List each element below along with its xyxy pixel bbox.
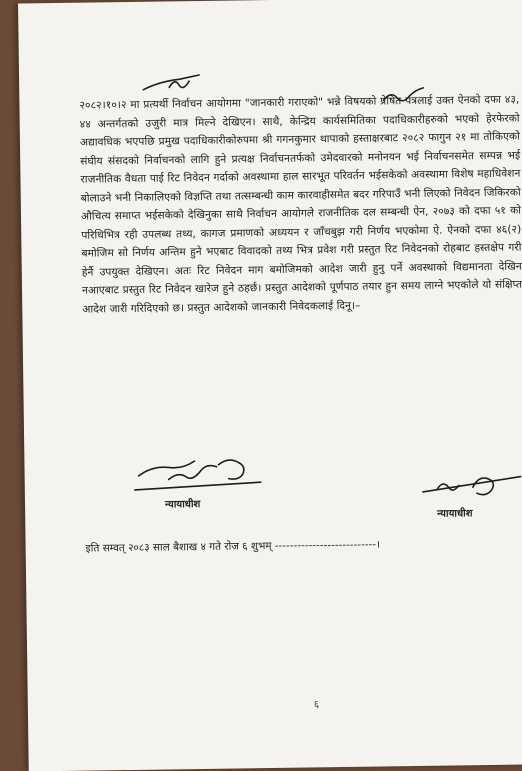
- judge-label-right: न्यायाधीश: [437, 508, 473, 520]
- page-number: ६: [313, 699, 320, 711]
- signature-left-judge: [128, 452, 269, 502]
- signature-right-judge: [417, 466, 522, 508]
- document-page: [18, 0, 522, 771]
- order-paragraph: २०८२।१०।२ मा प्रत्यर्थी निर्वाचन आयोगमा "जानकारी गराएको" भन्ने विषयको प्रेषित पत्रलाई उक्त ऐनको दफा ४३, ४४ अन्तर्गतको उजुरी मात्र मिल्ने देखिएन। साथै, केन्द्रिय कार्यसमितिका पदाधिकारीहरुको भएको हेरफेरको अद्यावधिक भएपछि प्रमुख पदाधिकारीकोरुपमा श्री गगनकुमार थापाको हस्ताक्षरबाट २०८२ फागुन २१ मा तोकिएको संघीय संसदको निर्वाचनको लागि हुने प्रत्यक्ष निर्वाचनतर्फको उमेदवारको मनोनयन भई निर्वाचनसमेत सम्पन्न भई राजनीतिक वैधता पाई रिट निवेदन गर्दाको अवस्थामा हाल सारभूत परिवर्तन भईसकेको अवस्थामा विशेष महाधिवेशन बोलाउने भनी निकालिएको विज्ञप्ति तथा तत्सम्बन्धी काम कारवाहीसमेत बदर गरिपाउँ भनी लिएको निवेदन जिकिरको औचित्य समाप्त भईसकेको देखिनुका साथै निर्वाचन आयोगले राजनीतिक दल सम्बन्धी ऐन, २०७३ को दफा ५१ को परिधिभित्र रही उपलब्ध तथ्य, कागज प्रमाणको अध्ययन र जाँचबुझ गरी निर्णय भएकोमा ऐ. ऐनको दफा ४६(२) बमोजिम सो निर्णय अन्तिम हुने भएबाट विवादको तथ्य भित्र प्रवेश गरी प्रस्तुत रिट निवेदनको रोहबाट हस्तक्षेप गरी हेर्नै उपयुक्त देखिएन। अतः रिट निवेदन माग बमोजिमको आदेश जारी हुनु पर्ने अवस्थाको विद्यमानता देखिन नआएबाट प्रस्तुत रिट निवेदन खारेज हुने ठहर्छ। प्रस्तुत आदेशको पूर्णपाठ तयार हुन समय लाग्ने भएकोले यो संक्षिप्त आदेश जारी गरिदिएको छ। प्रस्तुत आदेशको जानकारी निवेदकलाई दिनू।–: [79, 93, 522, 316]
- judge-label-left: न्यायाधीश: [164, 499, 201, 511]
- order-body: [79, 91, 522, 319]
- date-footer: इति सम्वत् २०८३ साल बैशाख ४ गते रोज ६ शुभम् ---------------------------।: [85, 538, 381, 555]
